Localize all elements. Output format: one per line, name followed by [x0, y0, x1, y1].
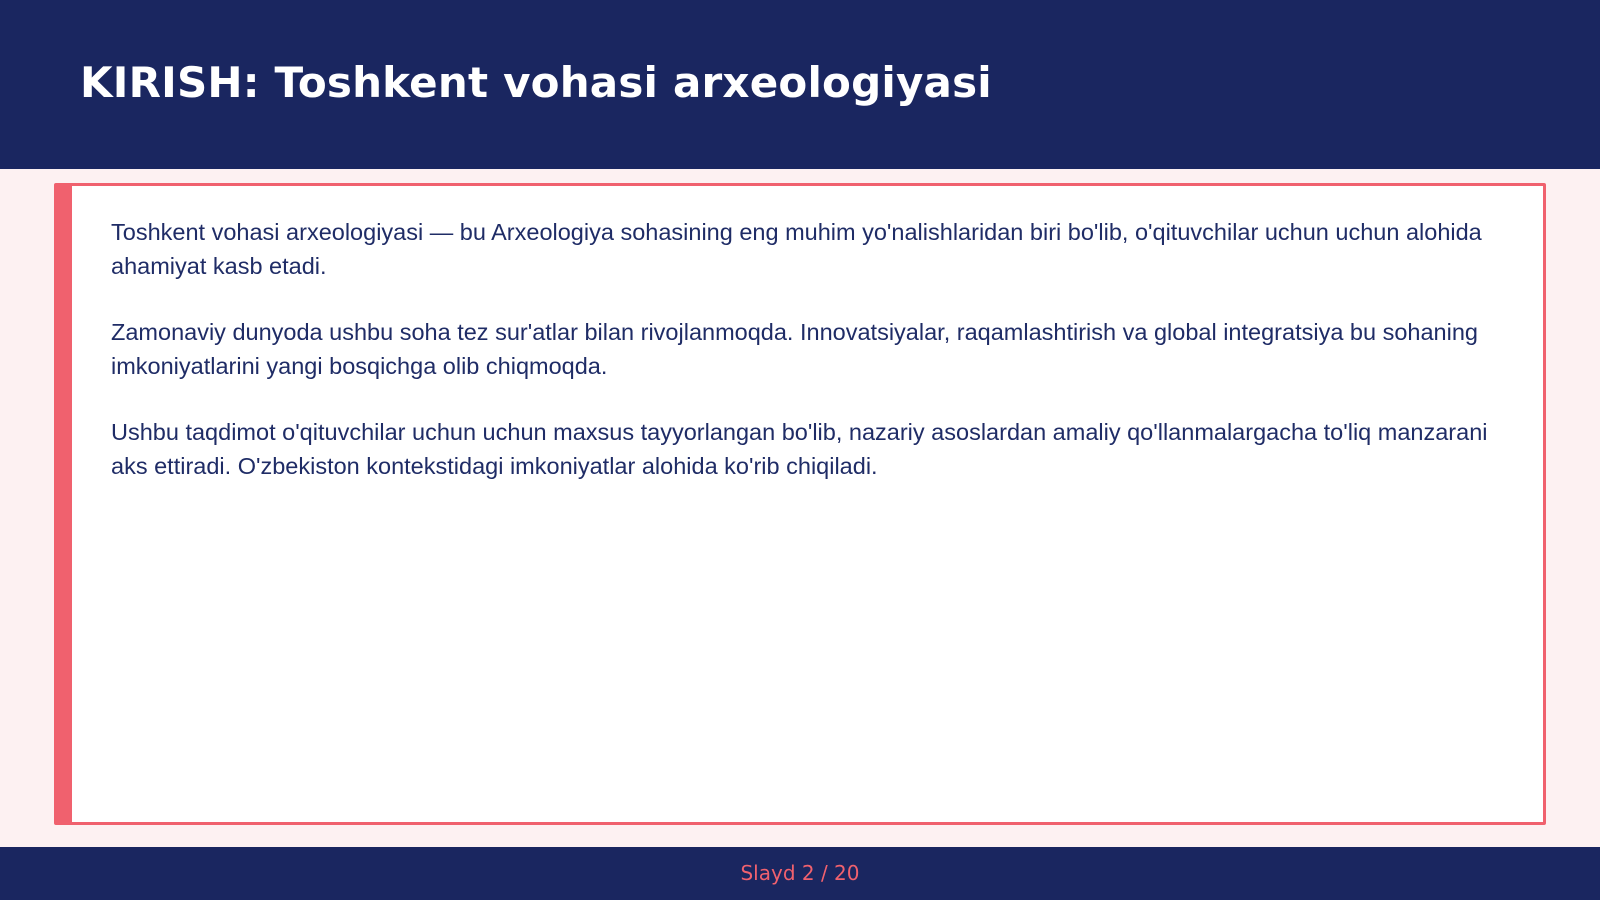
slide-header: [0, 0, 1600, 169]
intro-paragraph: Toshkent vohasi arxeologiyasi — bu Arxeologiya sohasining eng muhim yo'nalishlaridan biri bo'lib, o'qituvchilar uchun uchun alohida ahamiyat kasb etadi.: [111, 219, 1482, 279]
modern-paragraph: Zamonaviy dunyoda ushbu soha tez sur'atlar bilan rivojlanmoqda. Innovatsiyalar, raqamlashtirish va global integratsiya bu sohaning imkoniyatlarini yangi bosqichga olib chiqmoqda.: [111, 319, 1478, 379]
slide-title: KIRISH: Toshkent vohasi arxeologiyasi: [80, 58, 992, 107]
presentation-paragraph: Ushbu taqdimot o'qituvchilar uchun uchun maxsus tayyorlangan bo'lib, nazariy asoslardan amaliy qo'llanmalargacha to'liq manzarani aks ettiradi. O'zbekiston kontekstidagi imkoniyatlar alohida ko'rib chiqiladi.: [111, 419, 1488, 479]
slide-footer: [0, 847, 1600, 900]
slide-number: Slayd 2 / 20: [740, 861, 860, 885]
content-card: [54, 183, 1546, 825]
